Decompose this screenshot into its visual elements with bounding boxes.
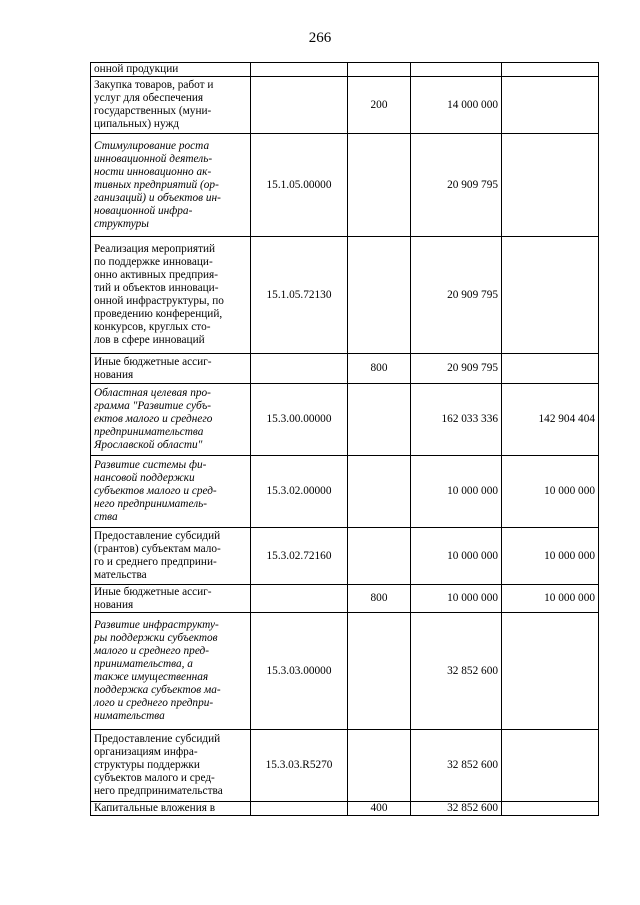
amount-cell — [411, 63, 502, 77]
item-name-line: новационной инфра- — [94, 204, 193, 217]
expense-type-cell: 800 — [348, 585, 411, 613]
item-name-line: него предприниматель- — [94, 498, 208, 510]
amount-next-year-cell: 142 904 404 — [502, 384, 599, 456]
table-row — [91, 237, 599, 354]
amount-next-year-cell — [502, 730, 599, 802]
program-code-cell: 15.1.05.72130 — [251, 237, 348, 354]
item-name-cell — [91, 384, 251, 456]
item-name-line: нимательства — [94, 710, 165, 722]
amount-next-year-cell — [502, 63, 599, 77]
program-code-cell — [251, 77, 348, 134]
item-name-line: предпринимательства — [94, 426, 204, 438]
item-name-line: лов в сфере инноваций — [94, 334, 205, 346]
item-name-line: тивных предприятий (ор- — [94, 178, 219, 191]
item-name-line: него предпринимательства — [94, 785, 223, 797]
item-name-line: структуры — [94, 217, 149, 230]
item-name-line: го и среднего предприни- — [94, 556, 217, 568]
program-code-cell: 15.3.02.00000 — [251, 456, 348, 528]
item-name-line: ципальных) нужд — [94, 118, 180, 130]
amount-next-year-cell: 10 000 000 — [502, 585, 599, 613]
expense-type-cell — [348, 528, 411, 585]
program-code-cell: 15.3.03.00000 — [251, 613, 348, 730]
table-row — [91, 802, 599, 816]
item-name-line: по поддержке инноваци- — [94, 256, 213, 268]
table-row — [91, 63, 599, 77]
item-name-line: Развитие инфраструкту- — [94, 619, 219, 631]
program-code-cell — [251, 63, 348, 77]
item-name-line: конкурсов, круглых сто- — [94, 321, 211, 333]
item-name-line: Стимулирование роста — [94, 139, 210, 152]
budget-table-body — [91, 63, 599, 816]
amount-next-year-cell — [502, 802, 599, 816]
item-name-line: субъектов малого и сред- — [94, 772, 215, 784]
budget-table — [90, 62, 599, 816]
item-name-line: ры поддержки субъектов — [94, 632, 218, 644]
amount-cell: 14 000 000 — [411, 77, 502, 134]
expense-type-cell — [348, 237, 411, 354]
item-name-line: организациям инфра- — [94, 746, 198, 758]
item-name-cell — [91, 585, 251, 613]
amount-cell: 10 000 000 — [411, 585, 502, 613]
amount-next-year-cell — [502, 77, 599, 134]
expense-type-cell — [348, 134, 411, 237]
item-name-line: ектов малого и среднего — [94, 413, 213, 425]
item-name-line: тий и объектов инноваци- — [94, 282, 219, 294]
expense-type-cell — [348, 730, 411, 802]
item-name-line: мательства — [94, 569, 147, 581]
item-name-line: малого и среднего пред- — [94, 645, 210, 657]
item-name-cell — [91, 730, 251, 802]
item-name-line: нования — [94, 598, 134, 611]
item-name-line: услуг для обеспечения — [94, 92, 204, 104]
item-name-line: нования — [94, 368, 134, 381]
table-row — [91, 134, 599, 237]
item-name-cell — [91, 237, 251, 354]
program-code-cell: 15.3.02.72160 — [251, 528, 348, 585]
item-name-line: Закупка товаров, работ и — [94, 79, 214, 91]
table-row — [91, 354, 599, 384]
amount-next-year-cell — [502, 237, 599, 354]
expense-type-cell — [348, 613, 411, 730]
item-name-line: онной инфраструктуры, по — [94, 295, 224, 307]
item-name-cell — [91, 613, 251, 730]
item-name-cell — [91, 134, 251, 237]
item-name-line: субъектов малого и сред- — [94, 485, 217, 497]
amount-cell: 20 909 795 — [411, 237, 502, 354]
table-row — [91, 528, 599, 585]
item-name-line: поддержка субъектов ма- — [94, 684, 221, 696]
item-name-cell — [91, 77, 251, 134]
table-row — [91, 77, 599, 134]
item-name-cell — [91, 528, 251, 585]
expense-type-cell: 200 — [348, 77, 411, 134]
expense-type-cell — [348, 63, 411, 77]
amount-cell: 32 852 600 — [411, 802, 502, 816]
table-row — [91, 613, 599, 730]
item-name-line: Развитие системы фи- — [94, 459, 207, 471]
item-name-line: грамма "Развитие субъ- — [94, 400, 212, 412]
item-name-cell — [91, 63, 251, 77]
item-name-line: Иные бюджетные ассиг- — [94, 585, 212, 598]
item-name-line: также имущественная — [94, 671, 209, 683]
item-name-line: нансовой поддержки — [94, 472, 195, 484]
program-code-cell — [251, 354, 348, 384]
expense-type-cell — [348, 384, 411, 456]
program-code-cell: 15.1.05.00000 — [251, 134, 348, 237]
amount-next-year-cell: 10 000 000 — [502, 456, 599, 528]
item-name-line: Предоставление субсидий — [94, 733, 221, 745]
item-name-cell — [91, 354, 251, 384]
item-name-line: инновационной деятель- — [94, 152, 213, 165]
item-name-line: ганизаций) и объектов ин- — [94, 191, 221, 204]
item-name-line: ности инновационно ак- — [94, 165, 212, 178]
item-name-line: онной продукции — [94, 63, 179, 75]
item-name-line: Реализация мероприятий — [94, 243, 216, 255]
amount-next-year-cell — [502, 354, 599, 384]
amount-cell: 32 852 600 — [411, 613, 502, 730]
item-name-line: Иные бюджетные ассиг- — [94, 355, 212, 368]
amount-cell: 20 909 795 — [411, 134, 502, 237]
amount-next-year-cell — [502, 134, 599, 237]
table-row — [91, 384, 599, 456]
item-name-line: онно активных предприя- — [94, 269, 218, 281]
item-name-line: ства — [94, 511, 118, 523]
item-name-line: лого и среднего предпри- — [94, 697, 214, 709]
item-name-line: Предоставление субсидий — [94, 530, 221, 542]
amount-cell: 32 852 600 — [411, 730, 502, 802]
amount-cell: 162 033 336 — [411, 384, 502, 456]
item-name-line: Капитальные вложения в — [94, 802, 216, 814]
amount-cell: 10 000 000 — [411, 456, 502, 528]
amount-cell: 10 000 000 — [411, 528, 502, 585]
program-code-cell: 15.3.03.R5270 — [251, 730, 348, 802]
amount-next-year-cell: 10 000 000 — [502, 528, 599, 585]
page-number: 266 — [308, 30, 332, 46]
item-name-line: структуры поддержки — [94, 759, 200, 771]
expense-type-cell — [348, 456, 411, 528]
item-name-line: (грантов) субъектам мало- — [94, 543, 221, 555]
item-name-cell — [91, 802, 251, 816]
expense-type-cell: 800 — [348, 354, 411, 384]
amount-next-year-cell — [502, 613, 599, 730]
table-row — [91, 585, 599, 613]
item-name-cell — [91, 456, 251, 528]
item-name-line: Областная целевая про- — [94, 387, 211, 399]
item-name-line: принимательства, а — [94, 658, 193, 670]
item-name-line: государственных (муни- — [94, 105, 212, 117]
amount-cell: 20 909 795 — [411, 354, 502, 384]
table-row — [91, 456, 599, 528]
item-name-line: Ярославской области" — [94, 439, 203, 451]
item-name-line: проведению конференций, — [94, 308, 223, 320]
program-code-cell — [251, 585, 348, 613]
table-row — [91, 730, 599, 802]
expense-type-cell: 400 — [348, 802, 411, 816]
program-code-cell — [251, 802, 348, 816]
program-code-cell: 15.3.00.00000 — [251, 384, 348, 456]
